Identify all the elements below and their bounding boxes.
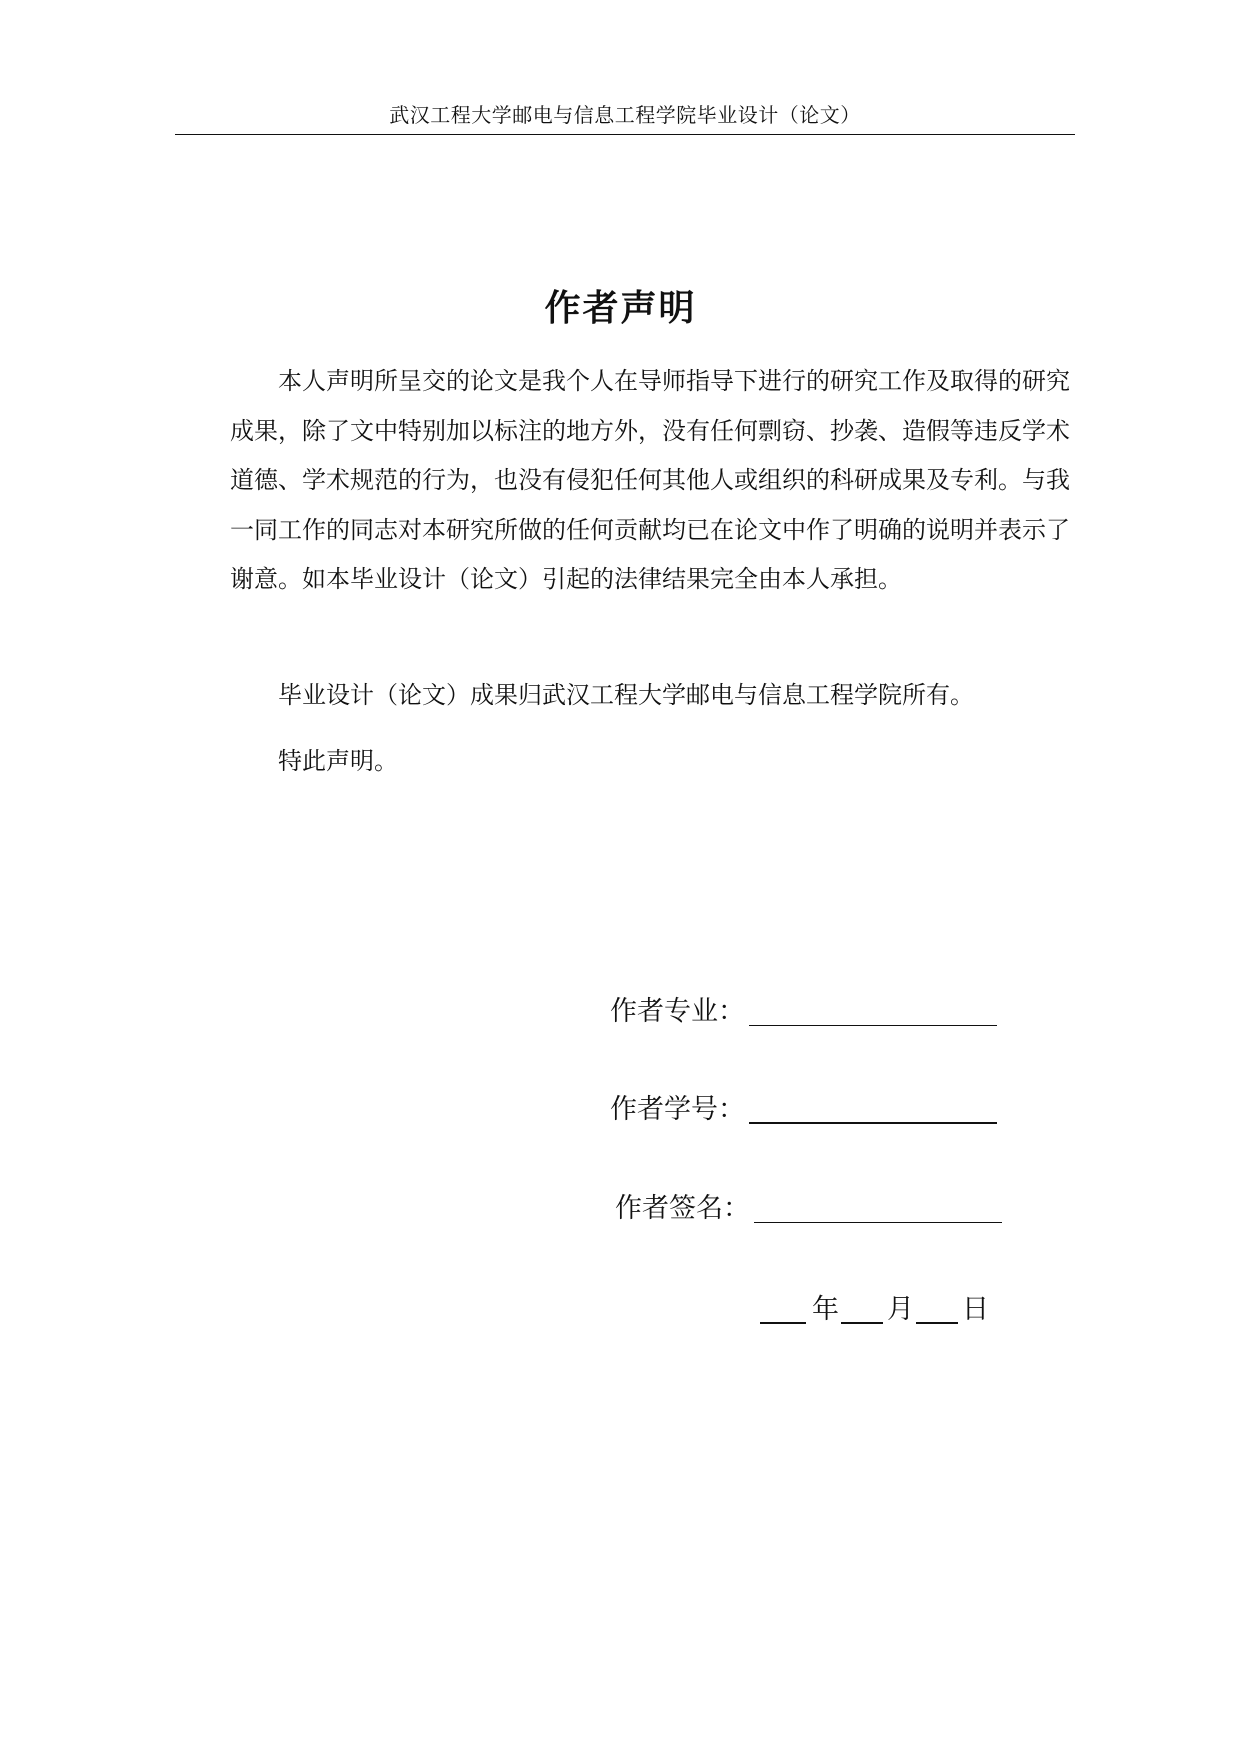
month-label: 月 bbox=[887, 1294, 914, 1325]
major-row bbox=[610, 992, 997, 1032]
student-id-row bbox=[610, 1090, 997, 1130]
signature-blank-line bbox=[754, 1222, 1002, 1223]
day-blank-line bbox=[916, 1322, 958, 1324]
ownership-paragraph: 毕业设计（论文）成果归武汉工程大学邮电与信息工程学院所有。 bbox=[278, 681, 974, 709]
major-blank-line bbox=[749, 1025, 997, 1026]
declaration-paragraph: 本人声明所呈交的论文是我个人在导师指导下进行的研究工作及取得的研究成果，除了文中特别加以标注的地方外，没有任何剽窃、抄袭、造假等违反学术道德、学术规范的行为，也没有侵犯任何其他人或组织的科研成果及专利。与我一同工作的同志对本研究所做的任何贡献均已在论文中作了明确的说明并表示了谢意。如本毕业设计（论文）引起的法律结果完全由本人承担。 bbox=[230, 367, 1070, 593]
student-id-blank-line bbox=[749, 1122, 997, 1124]
year-label: 年 bbox=[812, 1294, 839, 1325]
signature-label: 作者签名： bbox=[615, 1193, 750, 1224]
day-label: 日 bbox=[962, 1294, 989, 1325]
month-blank-line bbox=[841, 1322, 883, 1324]
student-id-label: 作者学号： bbox=[610, 1094, 745, 1125]
year-blank-line bbox=[760, 1322, 806, 1324]
closing-paragraph: 特此声明。 bbox=[278, 747, 398, 775]
page-title: 作者声明 bbox=[544, 288, 697, 329]
major-label: 作者专业： bbox=[610, 996, 745, 1027]
header-rule bbox=[175, 134, 1075, 135]
running-header: 武汉工程大学邮电与信息工程学院毕业设计（论文） bbox=[389, 103, 861, 127]
signature-row bbox=[615, 1189, 1002, 1229]
date-row bbox=[760, 1290, 989, 1330]
